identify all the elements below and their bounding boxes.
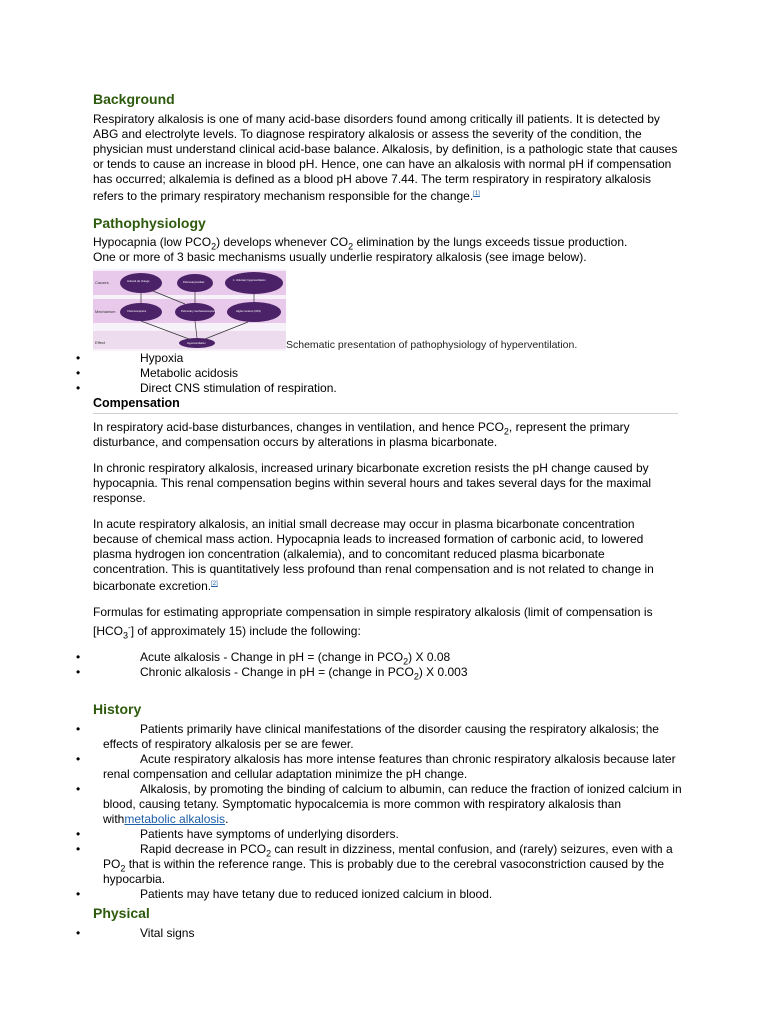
list-item: • Chronic alkalosis - Change in pH = (change in $PCO_2$) X 0.003	[76, 665, 468, 682]
pathophysiology-mechanism-list	[76, 351, 683, 396]
list-item: • Hypoxia	[76, 351, 184, 365]
bullet-icon: •	[76, 351, 81, 365]
bullet-icon: •	[76, 827, 81, 841]
figure-node	[120, 273, 162, 293]
history-list	[76, 722, 683, 902]
list-item: • Rapid decrease in $PCO_2$ can result in dizziness, mental confusion, and (rarely) seizures, even with a $PO_2$ that is within the reference range. This is probably due to the cerebral vasoconstriction caused by the hypocarbia.	[76, 842, 673, 886]
figure-node-label: Pulmonary/cardiac	[183, 281, 205, 284]
figure-row-label: Effect	[95, 340, 106, 345]
physical-heading: Physical	[93, 905, 150, 921]
list-item: • Vital signs	[76, 926, 195, 940]
figure-caption: Schematic presentation of pathophysiology of hyperventilation.	[286, 339, 578, 351]
reference-link-2[interactable]: [2]	[211, 581, 218, 587]
list-item: • Patients may have tetany due to reduced ionized calcium in blood.	[76, 887, 493, 901]
list-item: • Acute alkalosis - Change in pH = (change in $PCO_2$) X 0.08	[76, 650, 451, 667]
bullet-icon: •	[76, 665, 81, 679]
figure-node-label: Higher centers (CNS)	[236, 310, 261, 313]
background-paragraph: Respiratory alkalosis is one of many acid-base disorders found among critically ill patients. It is detected by ABG and electrolyte levels. To diagnose respiratory alkalosis or assess the severity of the condition, the physician must understand clinical acid-base balance. Alkalosis, by definition, is a pathologic state that causes or tends to cause an increase in blood pH. Hence, one can have an alkalosis with normal pH if compensation has occurred; alkalemia is defined as a blood pH above 7.44. The term respiratory in respiratory alkalosis refers to the primary respiratory mechanism responsible for the change.[1]	[93, 112, 678, 203]
figure-node-label: 1. Voluntary hyperventilation	[233, 279, 266, 282]
figure-node-label: Hyperventilation	[187, 342, 206, 345]
bullet-icon: •	[76, 782, 81, 796]
bullet-icon: •	[76, 887, 81, 901]
list-item: • Patients primarily have clinical manifestations of the disorder causing the respiratory alkalosis; the effects of respiratory alkalosis per se are fewer.	[76, 722, 659, 751]
figure-row-label: Causes	[95, 280, 109, 285]
bullet-icon: •	[76, 752, 81, 766]
list-item: • Direct CNS stimulation of respiration.	[76, 381, 337, 395]
compensation-paragraph-4: Formulas for estimating appropriate compensation in simple respiratory alkalosis (limit of compensation is $[HCO_3^-]$ of approximately 15) include the following:	[93, 605, 653, 641]
history-heading: History	[93, 701, 142, 717]
pathophysiology-figure	[93, 265, 683, 351]
compensation-paragraph-1: In respiratory acid-base disturbances, changes in ventilation, and hence $PCO_2$, represent the primary disturbance, and compensation occurs by alterations in plasma bicarbonate.	[93, 420, 630, 449]
figure-node	[225, 272, 283, 294]
background-heading: Background	[93, 91, 175, 107]
section-divider	[93, 413, 678, 414]
bullet-icon: •	[76, 366, 81, 380]
bullet-icon: •	[76, 381, 81, 395]
compensation-formula-list	[76, 650, 683, 682]
bullet-icon: •	[76, 926, 81, 940]
list-item: • Alkalosis, by promoting the binding of calcium to albumin, can reduce the fraction of ionized calcium in blood, causing tetany. Symptomatic hypocalcemia is more common with respiratory alkalosis than withmetabolic alkalosis.	[76, 782, 682, 826]
metabolic-alkalosis-link[interactable]: metabolic alkalosis	[124, 812, 226, 826]
hyperventilation-schematic-image	[93, 269, 286, 351]
reference-link-1[interactable]: [1]	[473, 191, 480, 197]
compensation-heading: Compensation	[93, 396, 180, 410]
compensation-paragraph-2: In chronic respiratory alkalosis, increased urinary bicarbonate excretion resists the pH change caused by hypocapnia. This renal compensation begins within several hours and takes several days for the maximal response.	[93, 461, 652, 505]
list-item: • Metabolic acidosis	[76, 366, 239, 380]
compensation-paragraph-3: In acute respiratory alkalosis, an initial small decrease may occur in plasma bicarbonate concentration because of chemical mass action. Hypocapnia leads to increased formation of carbonic acid, to lowered plasma hydrogen ion concentration (alkalemia), and to concomitant reduced plasma bicarbonate concentration. This is quantitatively less profound than renal compensation and is not related to change in bicarbonate excretion.[2]	[93, 517, 654, 593]
figure-node-label: Induced pH change	[127, 280, 150, 283]
document-page	[76, 90, 683, 941]
bullet-icon: •	[76, 842, 81, 856]
bullet-icon: •	[76, 650, 81, 664]
pathophysiology-heading: Pathophysiology	[93, 215, 206, 231]
bullet-icon: •	[76, 722, 81, 736]
figure-node-label: Pulmonary mechanoreceptors	[181, 310, 216, 313]
physical-list	[76, 926, 683, 941]
pathophysiology-paragraph: Hypocapnia (low $PCO_2$) develops whenever $CO_2$ elimination by the lungs exceeds tissue production. One or more of 3 basic mechanisms usually underlie respiratory alkalosis (see image below).	[93, 235, 628, 264]
figure-node-label: Chemoreceptors	[127, 310, 147, 313]
list-item: • Patients have symptoms of underlying disorders.	[76, 827, 399, 841]
list-item: • Acute respiratory alkalosis has more intense features than chronic respiratory alkalosis because later renal compensation and cellular adaptation minimize the pH change.	[76, 752, 676, 781]
figure-row-label: Mechanism	[95, 309, 116, 314]
